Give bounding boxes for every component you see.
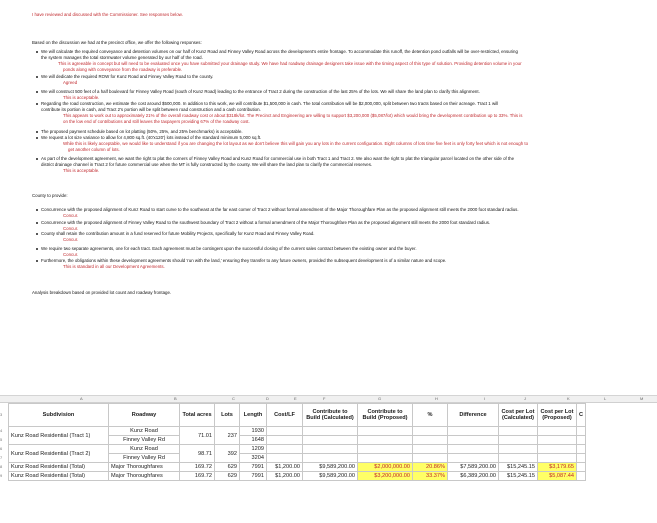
column-letter[interactable]: B [174, 396, 177, 401]
analysis-note: Analysis breakdown based on provided lot count and roadway frontage. [32, 290, 172, 295]
cell-roadway[interactable]: Finney Valley Rd [109, 454, 180, 463]
bullet [36, 158, 38, 160]
cell-cost-lf[interactable] [267, 436, 303, 445]
cell-cost-lf[interactable]: $1,200.00 [267, 463, 303, 472]
cell-pct[interactable] [413, 436, 448, 445]
column-letter[interactable]: D [266, 396, 269, 401]
cell-extra[interactable] [577, 463, 586, 472]
cell-cost-lf[interactable] [267, 445, 303, 454]
cell-length[interactable]: 1648 [240, 436, 267, 445]
header-cell[interactable]: Lots [215, 404, 240, 427]
county-reply: This appears to work out to approximately 21% of the overall roadway cost or about $318k/lot. The Precinct and Engineering are willing to support $3,200,000 ($5,087/lot) which would bring the development contribution up to 33%. This is [63, 113, 523, 118]
row-number[interactable]: 8 [0, 464, 3, 469]
cell-pct[interactable] [413, 454, 448, 463]
header-cell[interactable]: Cost per Lot (Calculated) [499, 404, 538, 427]
response-item-cont: the system manages the total stormwater volume generated by our half of the road. [41, 55, 203, 60]
cell-subdivision[interactable]: Kunz Road Residential (Tract 1) [9, 427, 109, 445]
bullet [36, 209, 38, 211]
cell-cpl-prop[interactable] [538, 436, 577, 445]
cell-cpl-prop[interactable] [538, 454, 577, 463]
cell-prop[interactable] [358, 454, 413, 463]
county-reply: Concur. [63, 226, 79, 231]
county-item: Concurrence with the proposed alignment of Kunz Road to start curve to the southeast at the far east corner of Tract 2 without formal amendment of the Major Thoroughfare Plan as the proposed alignment still meets the 2000 foot standard radius. [41, 207, 519, 212]
column-letter[interactable]: J [524, 396, 526, 401]
county-reply: While this is likely acceptable, we would like to understand if you are changing the lot layout as we don't believe this will gain you any lots in the current configuration. Eight columns of lots time five feet is only forty feet which is not enough to [63, 141, 529, 146]
header-cell[interactable]: Difference [448, 404, 499, 427]
cell-length[interactable]: 7991 [240, 463, 267, 472]
column-letter[interactable]: L [604, 396, 607, 401]
cell-roadway[interactable]: Major Thoroughfares [109, 472, 180, 481]
cell-length[interactable]: 3204 [240, 454, 267, 463]
column-letter[interactable]: F [323, 396, 326, 401]
county-item: Furthermore, the obligations within these development agreements should 'run with the land,' ensuring they transfer to any future owners, provided the subsequent development is of a similar nature and scope. [41, 258, 447, 263]
cell-length[interactable]: 1209 [240, 445, 267, 454]
cell-prop[interactable]: $3,200,000.00 [358, 472, 413, 481]
cell-subdivision[interactable]: Kunz Road Residential (Total) [9, 472, 109, 481]
bullet [36, 248, 38, 250]
row-number[interactable]: 3 [0, 412, 3, 417]
column-letter[interactable]: I [484, 396, 486, 401]
cell-acres[interactable]: 169.72 [180, 472, 215, 481]
header-cell[interactable]: Length [240, 404, 267, 427]
county-heading: County to provide: [32, 193, 68, 198]
response-item: As part of the development agreement, we want the right to plat the corners of Finney Valley Road and Kunz Road for commercial use in both Tract 1 and Tract 2. We also want the right to plat the triangular parcel located on the other side of the [41, 156, 515, 161]
header-cell[interactable]: Roadway [109, 404, 180, 427]
cell-lots[interactable]: 629 [215, 472, 240, 481]
cell-roadway[interactable]: Major Thoroughfares [109, 463, 180, 472]
cell-extra[interactable] [577, 472, 586, 481]
header-cell[interactable]: Contribute to Build (Calculated) [303, 404, 358, 427]
county-reply-cont: on the low end of contributions and still leaves the taxpayers providing 67% of the roadway cost. [63, 119, 250, 124]
response-item: We will dedicate the required ROW for Kunz Road and Finney Valley Road to the county. [41, 74, 214, 79]
cell-cpl-prop[interactable] [538, 445, 577, 454]
cell-prop[interactable] [358, 445, 413, 454]
cell-length[interactable]: 7991 [240, 472, 267, 481]
cell-pct[interactable] [413, 427, 448, 436]
cell-prop[interactable] [358, 436, 413, 445]
column-letter[interactable]: G [378, 396, 382, 401]
header-cell[interactable]: C [577, 404, 586, 427]
cell-cost-lf[interactable] [267, 454, 303, 463]
column-header-bar [0, 396, 657, 403]
cell-calc[interactable] [303, 445, 358, 454]
table-row [9, 463, 586, 472]
header-cell[interactable]: Cost/LF [267, 404, 303, 427]
cell-calc[interactable]: $9,589,200.00 [303, 472, 358, 481]
lead-paragraph: Based on the discussion we had at the precinct office, we offer the following responses: [32, 40, 202, 45]
column-letter[interactable]: E [294, 396, 297, 401]
header-cell[interactable]: Cost per Lot (Proposed) [538, 404, 577, 427]
row-number[interactable]: 9 [0, 473, 3, 478]
county-reply: This is acceptable. [63, 95, 100, 100]
cell-acres[interactable]: 98.71 [180, 445, 215, 463]
analysis-table [8, 403, 586, 481]
cell-prop[interactable] [358, 427, 413, 436]
cell-cpl-calc[interactable]: $15,245.15 [499, 472, 538, 481]
bullet [36, 260, 38, 262]
county-reply-cont: get another column of lots. [68, 147, 120, 152]
county-reply: Agreed [63, 80, 78, 85]
county-item: County shall retain the contribution amount in a fund reserved for future Mobility Projects, specifically for Kunz Road and Finney Valley Road. [41, 231, 315, 236]
county-reply: Concur. [63, 237, 79, 242]
header-cell[interactable]: Subdivision [9, 404, 109, 427]
column-letter[interactable]: A [80, 396, 83, 401]
column-letter[interactable]: H [435, 396, 438, 401]
cell-extra[interactable] [577, 445, 586, 454]
cell-pct[interactable] [413, 445, 448, 454]
bullet [36, 76, 38, 78]
cell-diff[interactable]: $7,589,200.00 [448, 463, 499, 472]
cell-lots[interactable]: 629 [215, 463, 240, 472]
cell-cpl-calc[interactable] [499, 427, 538, 436]
cell-cpl-calc[interactable]: $15,245.15 [499, 463, 538, 472]
spreadsheet [0, 395, 657, 523]
cell-subdivision[interactable]: Kunz Road Residential (Total) [9, 463, 109, 472]
cell-calc[interactable] [303, 454, 358, 463]
response-item: We will construct 500 feet of a half boulevard for Finney Valley Road (south of Kunz Road) leading to the entrance of Tract 2 during the construction of the last 25% of the lots. We will share the land plan to clarify this alignment. [41, 89, 480, 94]
cell-acres[interactable]: 169.72 [180, 463, 215, 472]
cell-roadway[interactable]: Kunz Road [109, 427, 180, 436]
cell-extra[interactable] [577, 454, 586, 463]
cell-prop[interactable]: $2,000,000.00 [358, 463, 413, 472]
bullet [36, 103, 38, 105]
cell-extra[interactable] [577, 436, 586, 445]
county-reply: This is agreeable in concept but will need to be evaluated once you have submitted your drainage study. We have had roadway drainage designers take issue with the timing aspect of this type of solution. Providing detention volume in your [58, 61, 522, 66]
column-letter[interactable]: K [567, 396, 570, 401]
cell-length[interactable]: 1930 [240, 427, 267, 436]
row-number-column [0, 403, 8, 480]
county-item: We require two separate agreements, one for each tract. Each agreement must be contingent upon the successful closing of the current sales contract between the existing owner and the buyer. [41, 246, 417, 251]
county-reply-cont: ponds along with conveyance from the roadway is preferable. [63, 67, 183, 72]
header-cell[interactable]: Total acres [180, 404, 215, 427]
county-reply: Concur. [63, 252, 79, 257]
cell-cpl-calc[interactable] [499, 436, 538, 445]
cell-calc[interactable] [303, 436, 358, 445]
cell-cost-lf[interactable] [267, 427, 303, 436]
cell-roadway[interactable]: Finney Valley Rd [109, 436, 180, 445]
column-letter[interactable]: M [640, 396, 644, 401]
cell-cpl-prop[interactable]: $3,179.65 [538, 463, 577, 472]
cell-cpl-calc[interactable] [499, 454, 538, 463]
bullet [36, 222, 38, 224]
header-cell[interactable]: % [413, 404, 448, 427]
cell-lots[interactable]: 237 [215, 427, 240, 445]
table-header-row [9, 404, 586, 427]
cell-diff[interactable] [448, 436, 499, 445]
cell-lots[interactable]: 392 [215, 445, 240, 463]
cell-roadway[interactable]: Kunz Road [109, 445, 180, 454]
bullet [36, 51, 38, 53]
response-item: Regarding the road construction, we estimate the cost around $500,000. In addition to this work, we will contribute $1,500,000 in cash. The total contribution will be $2,000,000, split between two tracts based on their acreage. Tract 1 will [41, 101, 499, 106]
column-letter[interactable]: C [232, 396, 235, 401]
response-item: The proposed payment schedule based on lot platting (50%, 25%, and 25% benchmarks) is acceptable. [41, 129, 243, 134]
response-item-cont: contribute its portion in cash, and Tract 2's portion will be split between road construction and a cash contribution. [41, 107, 261, 112]
county-reply: Concur. [63, 213, 79, 218]
cell-cost-lf[interactable]: $1,200.00 [267, 472, 303, 481]
bullet [36, 137, 38, 139]
response-item-cont: district drainage channel in Tract 2 for future commercial use when the MT is fully constructed by the county. We will share the land plan to clarify the commercial reserves. [41, 162, 373, 167]
cell-acres[interactable]: 71.01 [180, 427, 215, 445]
cell-pct[interactable]: 33.37% [413, 472, 448, 481]
header-cell[interactable]: Contribute to Build (Proposed) [358, 404, 413, 427]
cell-cpl-prop[interactable] [538, 427, 577, 436]
row-number[interactable]: 6 [0, 446, 3, 451]
county-reply: This is standard in all our Development Agreements. [63, 264, 165, 269]
bullet [36, 233, 38, 235]
table-row [9, 472, 586, 481]
county-reply: This is acceptable. [63, 168, 100, 173]
row-number[interactable]: 4 [0, 428, 3, 433]
cell-diff[interactable] [448, 454, 499, 463]
cell-diff[interactable] [448, 445, 499, 454]
intro-note: I have reviewed and discussed with the Commissioner. See responses below. [32, 12, 183, 17]
cell-extra[interactable] [577, 427, 586, 436]
cell-cpl-calc[interactable] [499, 445, 538, 454]
table-row [9, 445, 586, 454]
bullet [36, 131, 38, 133]
cell-calc[interactable] [303, 427, 358, 436]
row-number[interactable]: 5 [0, 437, 3, 442]
cell-subdivision[interactable]: Kunz Road Residential (Tract 2) [9, 445, 109, 463]
row-number[interactable]: 7 [0, 455, 3, 460]
cell-pct[interactable]: 20.86% [413, 463, 448, 472]
table-row [9, 427, 586, 436]
response-item: We request a lot size variance to allow for 4,800 sq.ft. (40'x120') lots instead of the standard minimum 5,000 sq.ft. [41, 135, 262, 140]
county-item: Concurrence with the proposed alignment of Finney Valley Road to the southwest boundary of Tract 2 without a formal amendment of the Major Thoroughfare Plan as the proposed alignment still meets the 2000 foot standard radius. [41, 220, 491, 225]
response-item: We will calculate the required conveyance and detention volumes on our half of Kunz Road and Finney Valley Road across the development's entire frontage. To accommodate this runoff, the detention pond outfalls will be over-restricted, ensuring [41, 49, 518, 54]
cell-calc[interactable]: $9,589,200.00 [303, 463, 358, 472]
cell-diff[interactable]: $6,389,200.00 [448, 472, 499, 481]
cell-cpl-prop[interactable]: $5,087.44 [538, 472, 577, 481]
cell-diff[interactable] [448, 427, 499, 436]
bullet [36, 91, 38, 93]
